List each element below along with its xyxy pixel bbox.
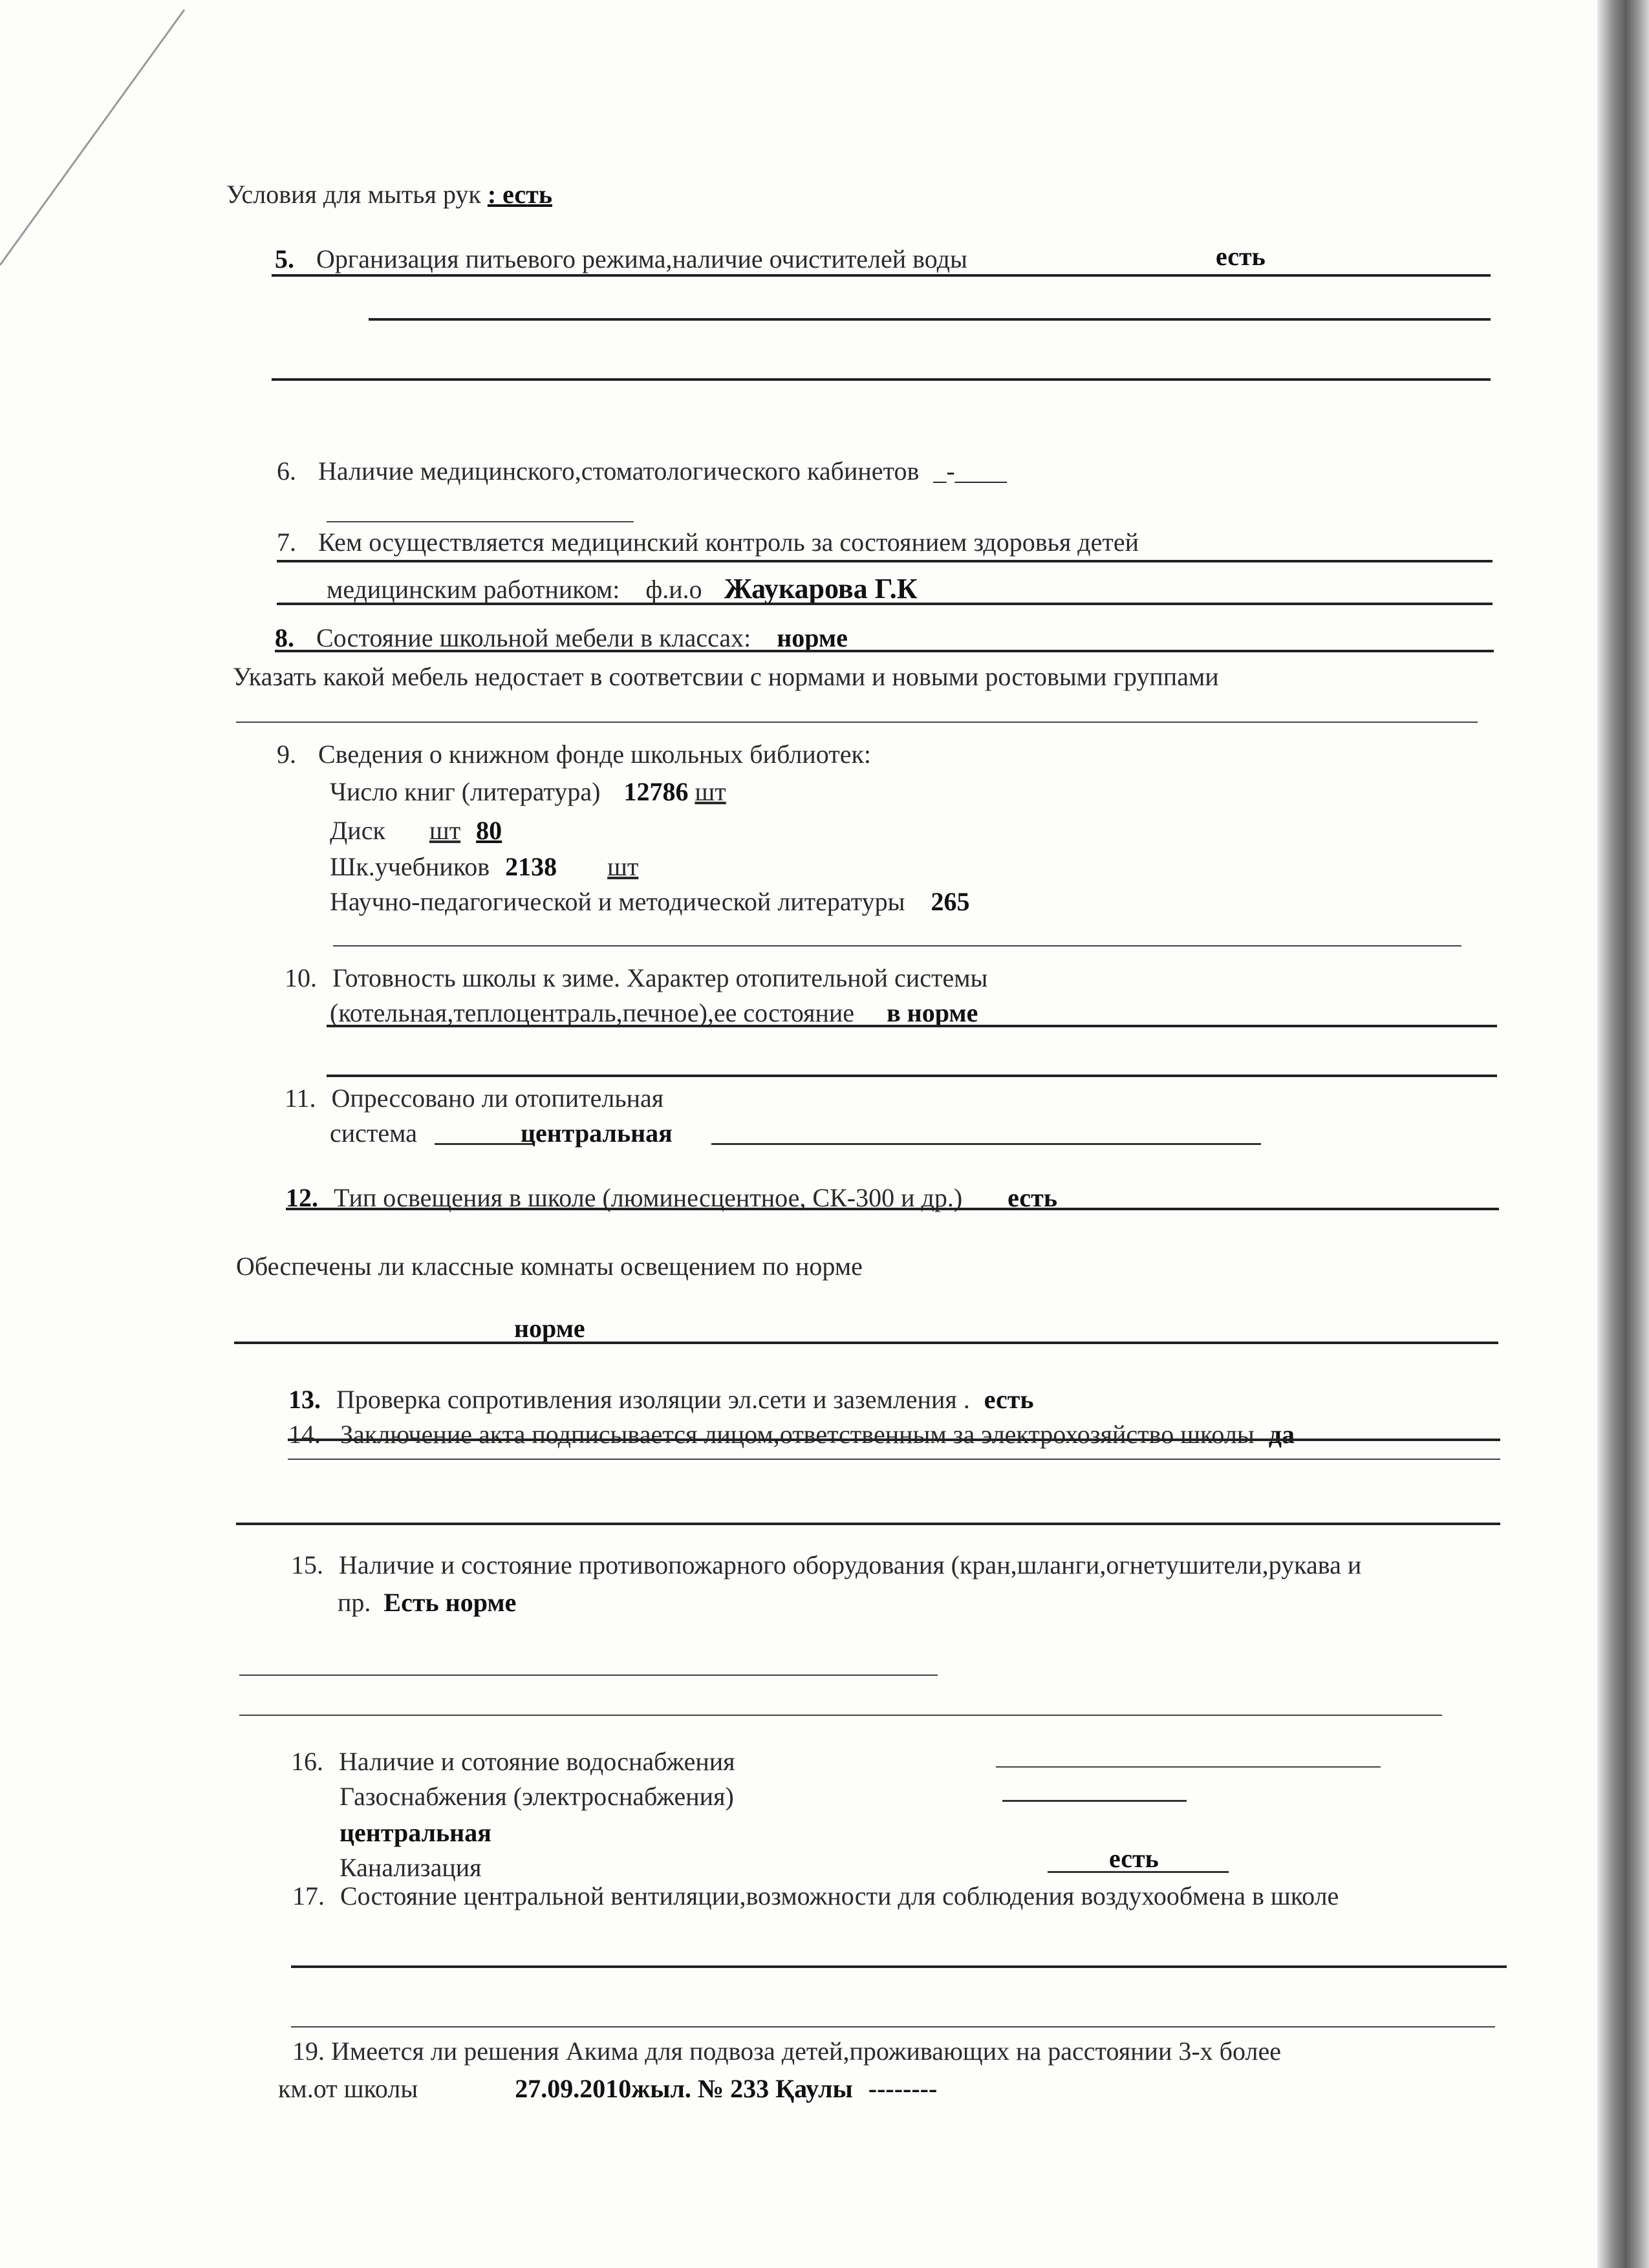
item-5-number: 5. — [275, 244, 294, 273]
item-15-number: 15. — [291, 1550, 323, 1579]
item-11 — [285, 1084, 663, 1113]
disk-row — [330, 816, 502, 846]
item-11-system-label: система — [330, 1118, 417, 1148]
answer-line — [291, 2026, 1495, 2027]
answer-line — [1002, 1800, 1187, 1802]
item-10-line2 — [330, 998, 978, 1028]
item-19-dashes: -------- — [868, 2074, 938, 2103]
item-16-water-label: Наличие и сотояние водоснабжения — [339, 1747, 735, 1776]
disk-value: 80 — [476, 816, 502, 845]
item-16-number: 16. — [291, 1747, 323, 1776]
item-16-sewer-label: Канализация — [339, 1853, 482, 1882]
answer-line — [435, 1143, 533, 1145]
item-16-gas-label: Газоснабжения (электроснабжения) — [339, 1782, 734, 1811]
answer-line — [236, 1523, 1500, 1525]
textbooks-row — [330, 852, 638, 882]
item-13 — [288, 1385, 1034, 1415]
textbooks-label: Шк.учебников — [330, 852, 490, 881]
item-15 — [291, 1550, 1361, 1580]
item-11-number: 11. — [285, 1084, 316, 1113]
item-10-text: Готовность школы к зиме. Характер отопительной системы — [332, 963, 988, 992]
books-label: Число книг (литература) — [330, 777, 601, 806]
scan-scratch — [0, 0, 194, 272]
item-7-number: 7. — [277, 528, 296, 557]
item-8-number: 8. — [275, 623, 294, 652]
item-8-value: норме — [777, 623, 848, 652]
item-15-line2 — [338, 1588, 516, 1618]
method-lit-label: Научно-педагогической и методической литературы — [330, 887, 905, 916]
scan-edge — [1597, 0, 1649, 2268]
answer-line — [327, 1025, 1497, 1027]
item-5-text: Организация питьевого режима,наличие очистителей воды — [316, 244, 967, 273]
item-15-text: Наличие и состояние противопожарного оборудования (кран,шланги,огнетушители,рукава и — [339, 1550, 1362, 1579]
answer-line — [239, 1715, 1442, 1716]
answer-line — [275, 650, 1494, 652]
textbooks-value: 2138 — [505, 852, 557, 881]
answer-line — [239, 1674, 938, 1676]
answer-line — [236, 722, 1478, 723]
item-6-text: Наличие медицинского,стоматологического кабинетов — [318, 456, 920, 486]
books-row — [330, 777, 726, 807]
item-19: 19. Имеется ли решения Акима для подвоза детей,проживающих на расстоянии 3-х более — [292, 2037, 1281, 2066]
item-7-name: Жаукарова Г.К — [724, 573, 918, 604]
item-7-text: Кем осуществляется медицинский контроль за состоянием здоровья детей — [318, 528, 1139, 557]
method-lit-row — [330, 887, 969, 917]
item-11-value: центральная — [520, 1118, 673, 1148]
item-9-text: Сведения о книжном фонде школьных библиотек: — [318, 740, 872, 769]
lighting-answer: норме — [514, 1314, 585, 1343]
item-17-number: 17. — [292, 1881, 325, 1910]
item-10-value: в норме — [887, 998, 978, 1027]
item-16-sewer-value: есть — [1109, 1844, 1159, 1873]
item-12-value: есть — [1008, 1183, 1057, 1212]
item-14 — [288, 1420, 1295, 1450]
answer-line — [291, 1965, 1507, 1968]
item-9 — [277, 740, 871, 769]
answer-line — [1048, 1871, 1229, 1873]
handwash-row — [226, 180, 552, 209]
answer-line — [286, 1208, 1499, 1210]
item-11-text: Опрессовано ли отопительная — [331, 1084, 664, 1113]
item-7-fio-label: ф.и.о — [645, 575, 702, 604]
item-17 — [292, 1881, 1339, 1911]
answer-line — [369, 318, 1491, 321]
answer-line — [288, 1439, 1500, 1441]
item-19-decision: 27.09.2010жыл. № 233 Қаулы — [515, 2074, 853, 2103]
item-15-value: Есть норме — [383, 1588, 517, 1617]
item-6-value: _-____ — [933, 456, 1007, 486]
item-16 — [291, 1747, 735, 1777]
item-8-text: Состояние школьной мебели в классах: — [316, 623, 751, 652]
item-13-text: Проверка сопротивления изоляции эл.сети и заземления . — [336, 1385, 970, 1414]
item-7-role: медицинским работником: — [327, 575, 620, 604]
answer-line — [272, 274, 1491, 277]
item-5-value: есть — [1216, 242, 1266, 271]
item-19-distance-label: км.от школы — [278, 2074, 418, 2103]
answer-line — [996, 1766, 1381, 1768]
item-14-number: 14. — [288, 1420, 321, 1449]
answer-line — [277, 560, 1493, 562]
answer-line — [333, 945, 1461, 947]
answer-line — [272, 378, 1491, 381]
item-7 — [277, 528, 1139, 557]
textbooks-unit: шт — [607, 852, 639, 881]
answer-line — [277, 603, 1493, 605]
item-7-line2 — [327, 574, 918, 604]
item-8 — [275, 623, 848, 653]
item-9-number: 9. — [277, 740, 296, 769]
lighting-question: Обеспечены ли классные комнаты освещением по норме — [236, 1252, 863, 1281]
furniture-note: Указать какой мебель недостает в соответсвии с нормами и новыми ростовыми группами — [233, 662, 1219, 691]
disk-label: Диск — [330, 816, 385, 845]
item-10-number: 10. — [285, 963, 317, 992]
answer-line — [327, 1075, 1497, 1077]
books-value: 12786 — [623, 777, 689, 806]
item-5 — [275, 244, 967, 274]
item-15-continuation: пр. — [338, 1588, 371, 1617]
item-6 — [277, 456, 1007, 486]
answer-line — [234, 1342, 1498, 1344]
item-10 — [285, 963, 987, 993]
item-13-number: 13. — [288, 1385, 321, 1414]
books-unit: шт — [695, 777, 726, 806]
item-17-text: Состояние центральной вентиляции,возможности для соблюдения воздухообмена в школе — [340, 1881, 1339, 1910]
method-lit-value: 265 — [931, 887, 970, 916]
item-6-number: 6. — [277, 456, 296, 486]
answer-line — [327, 521, 634, 522]
item-14-text: Заключение акта подписывается лицом,ответственным за электрохозяйство школы — [340, 1420, 1255, 1449]
item-19-line2 — [278, 2074, 937, 2104]
item-13-value: есть — [984, 1385, 1034, 1414]
handwash-label: Условия для мытья рук — [226, 180, 488, 209]
item-12-number: 12. — [286, 1183, 318, 1212]
answer-line — [711, 1143, 1261, 1145]
item-12-text: Тип освещения в школе (люминесцентное, СК-300 и др.) — [334, 1183, 963, 1212]
handwash-value: : есть — [487, 180, 552, 209]
disk-unit: шт — [429, 816, 461, 845]
item-10-heating-label: (котельная,теплоцентраль,печное),ее состояние — [330, 998, 855, 1027]
answer-line — [288, 1459, 1500, 1460]
item-14-value: да — [1268, 1420, 1295, 1449]
item-16-gas-value: центральная — [339, 1818, 491, 1847]
